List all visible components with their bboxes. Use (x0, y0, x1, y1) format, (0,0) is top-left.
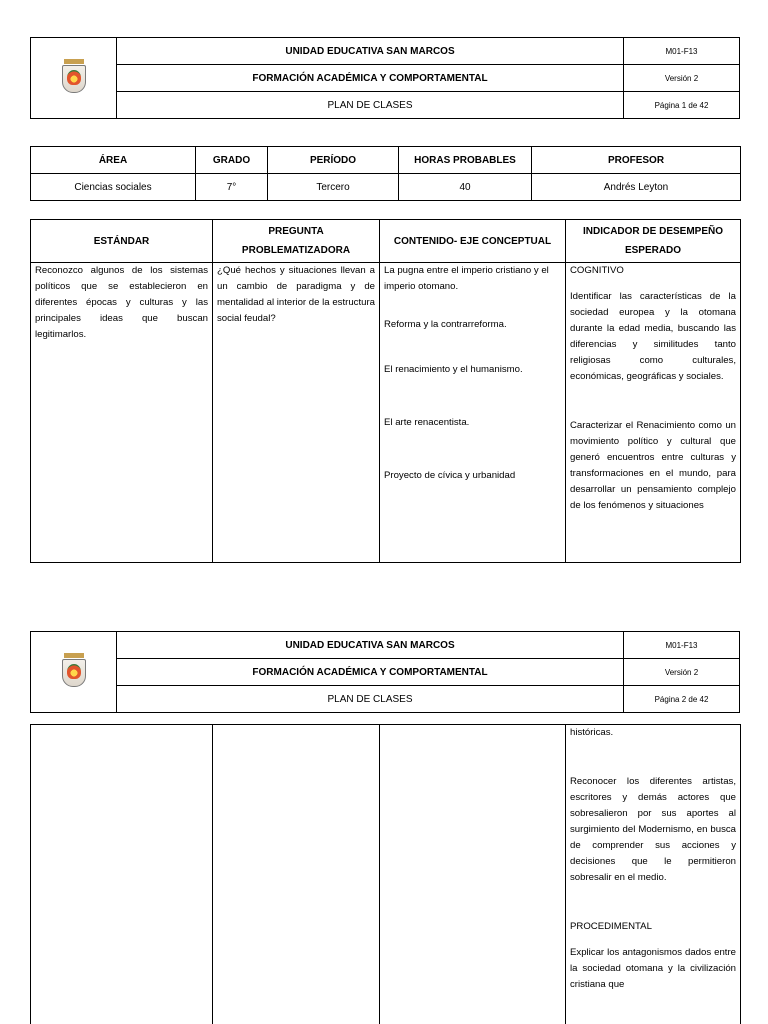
content-item: La pugna entre el imperio cristiano y el imperio otomano. (384, 265, 549, 292)
period-value: Tercero (268, 174, 399, 201)
plan-table-page1 (30, 219, 741, 563)
col-header-grade: GRADO (196, 147, 268, 174)
content-item: El renacimiento y el humanismo. (384, 364, 523, 375)
doc-title: PLAN DE CLASES (117, 686, 624, 713)
indicator-item: Reconocer los diferentes artistas, escritores y demás actores que sobresalieron por sus aportes al surgimiento del Modernismo, en busca de comprender sus acciones y decisiones que le permitieron sobresalir en el medio. (570, 776, 736, 883)
indicator-item: Explicar los antagonismos dados entre la sociedad otomana y la civilización cristiana que (570, 947, 736, 990)
doc-version: Versión 2 (624, 659, 740, 686)
page2-header (30, 631, 740, 713)
school-crest-icon (59, 653, 89, 689)
content-item: Proyecto de cívica y urbanidad (384, 470, 516, 481)
col-header-question: PREGUNTA PROBLEMATIZADORA (213, 220, 380, 263)
school-crest-icon (59, 59, 89, 95)
col-header-standard: ESTÁNDAR (31, 220, 213, 263)
teacher-value: Andrés Leyton (532, 174, 741, 201)
logo-cell (31, 632, 117, 713)
doc-code: M01-F13 (624, 38, 740, 65)
content-cell (380, 263, 566, 563)
col-header-hours: HORAS PROBABLES (399, 147, 532, 174)
page-number: Página 2 de 42 (624, 686, 740, 713)
header-subtitle: FORMACIÓN ACADÉMICA Y COMPORTAMENTAL (117, 659, 624, 686)
content-cell-empty (380, 725, 566, 1024)
question-text: ¿Qué hechos y situaciones llevan a un cambio de paradigma y de mentalidad al interior de la estructura social feudal? (213, 263, 380, 563)
hours-value: 40 (399, 174, 532, 201)
grade-value: 7° (196, 174, 268, 201)
institution-name: UNIDAD EDUCATIVA SAN MARCOS (117, 632, 624, 659)
col-header-teacher: PROFESOR (532, 147, 741, 174)
header-subtitle: FORMACIÓN ACADÉMICA Y COMPORTAMENTAL (117, 65, 624, 92)
institution-name: UNIDAD EDUCATIVA SAN MARCOS (117, 38, 624, 65)
standard-cell-empty (31, 725, 213, 1024)
cognitive-label: COGNITIVO (570, 265, 624, 276)
indicator-item: históricas. (570, 727, 614, 738)
course-info-header-row (31, 147, 741, 174)
indicator-cell (566, 725, 741, 1024)
doc-version: Versión 2 (624, 65, 740, 92)
plan-header-row (31, 220, 741, 263)
content-item: El arte renacentista. (384, 417, 470, 428)
logo-cell (31, 38, 117, 119)
content-item: Reforma y la contrarreforma. (384, 319, 507, 330)
area-value: Ciencias sociales (31, 174, 196, 201)
course-info-table (30, 146, 741, 201)
indicator-cell (566, 263, 741, 563)
plan-body-row (31, 725, 741, 1024)
col-header-period: PERÍODO (268, 147, 399, 174)
page1-header (30, 37, 740, 119)
col-header-area: ÁREA (31, 147, 196, 174)
question-cell-empty (213, 725, 380, 1024)
indicator-item: Caracterizar el Renacimiento como un movimiento político y cultural que generó encuentros entre culturas y transformaciones en el mundo, para desarrollar un pensamiento complejo de los fenómenos y situaciones (570, 420, 736, 511)
page-number: Página 1 de 42 (624, 92, 740, 119)
plan-body-row (31, 263, 741, 563)
course-info-value-row (31, 174, 741, 201)
col-header-content: CONTENIDO- EJE CONCEPTUAL (380, 220, 566, 263)
procedural-label: PROCEDIMENTAL (570, 921, 652, 932)
doc-title: PLAN DE CLASES (117, 92, 624, 119)
standard-text: Reconozco algunos de los sistemas políticos que se establecieron en diferentes épocas y culturas y las principales ideas que buscan legitimarlos. (31, 263, 213, 563)
doc-code: M01-F13 (624, 632, 740, 659)
col-header-indicator: INDICADOR DE DESEMPEÑO ESPERADO (566, 220, 741, 263)
plan-table-page2 (30, 724, 741, 1024)
indicator-item: Identificar las características de la sociedad europea y la otomana durante la edad media, buscando las diferencias y similitudes tanto religiosas como culturales, económicas, geográficas y sociales. (570, 291, 736, 382)
